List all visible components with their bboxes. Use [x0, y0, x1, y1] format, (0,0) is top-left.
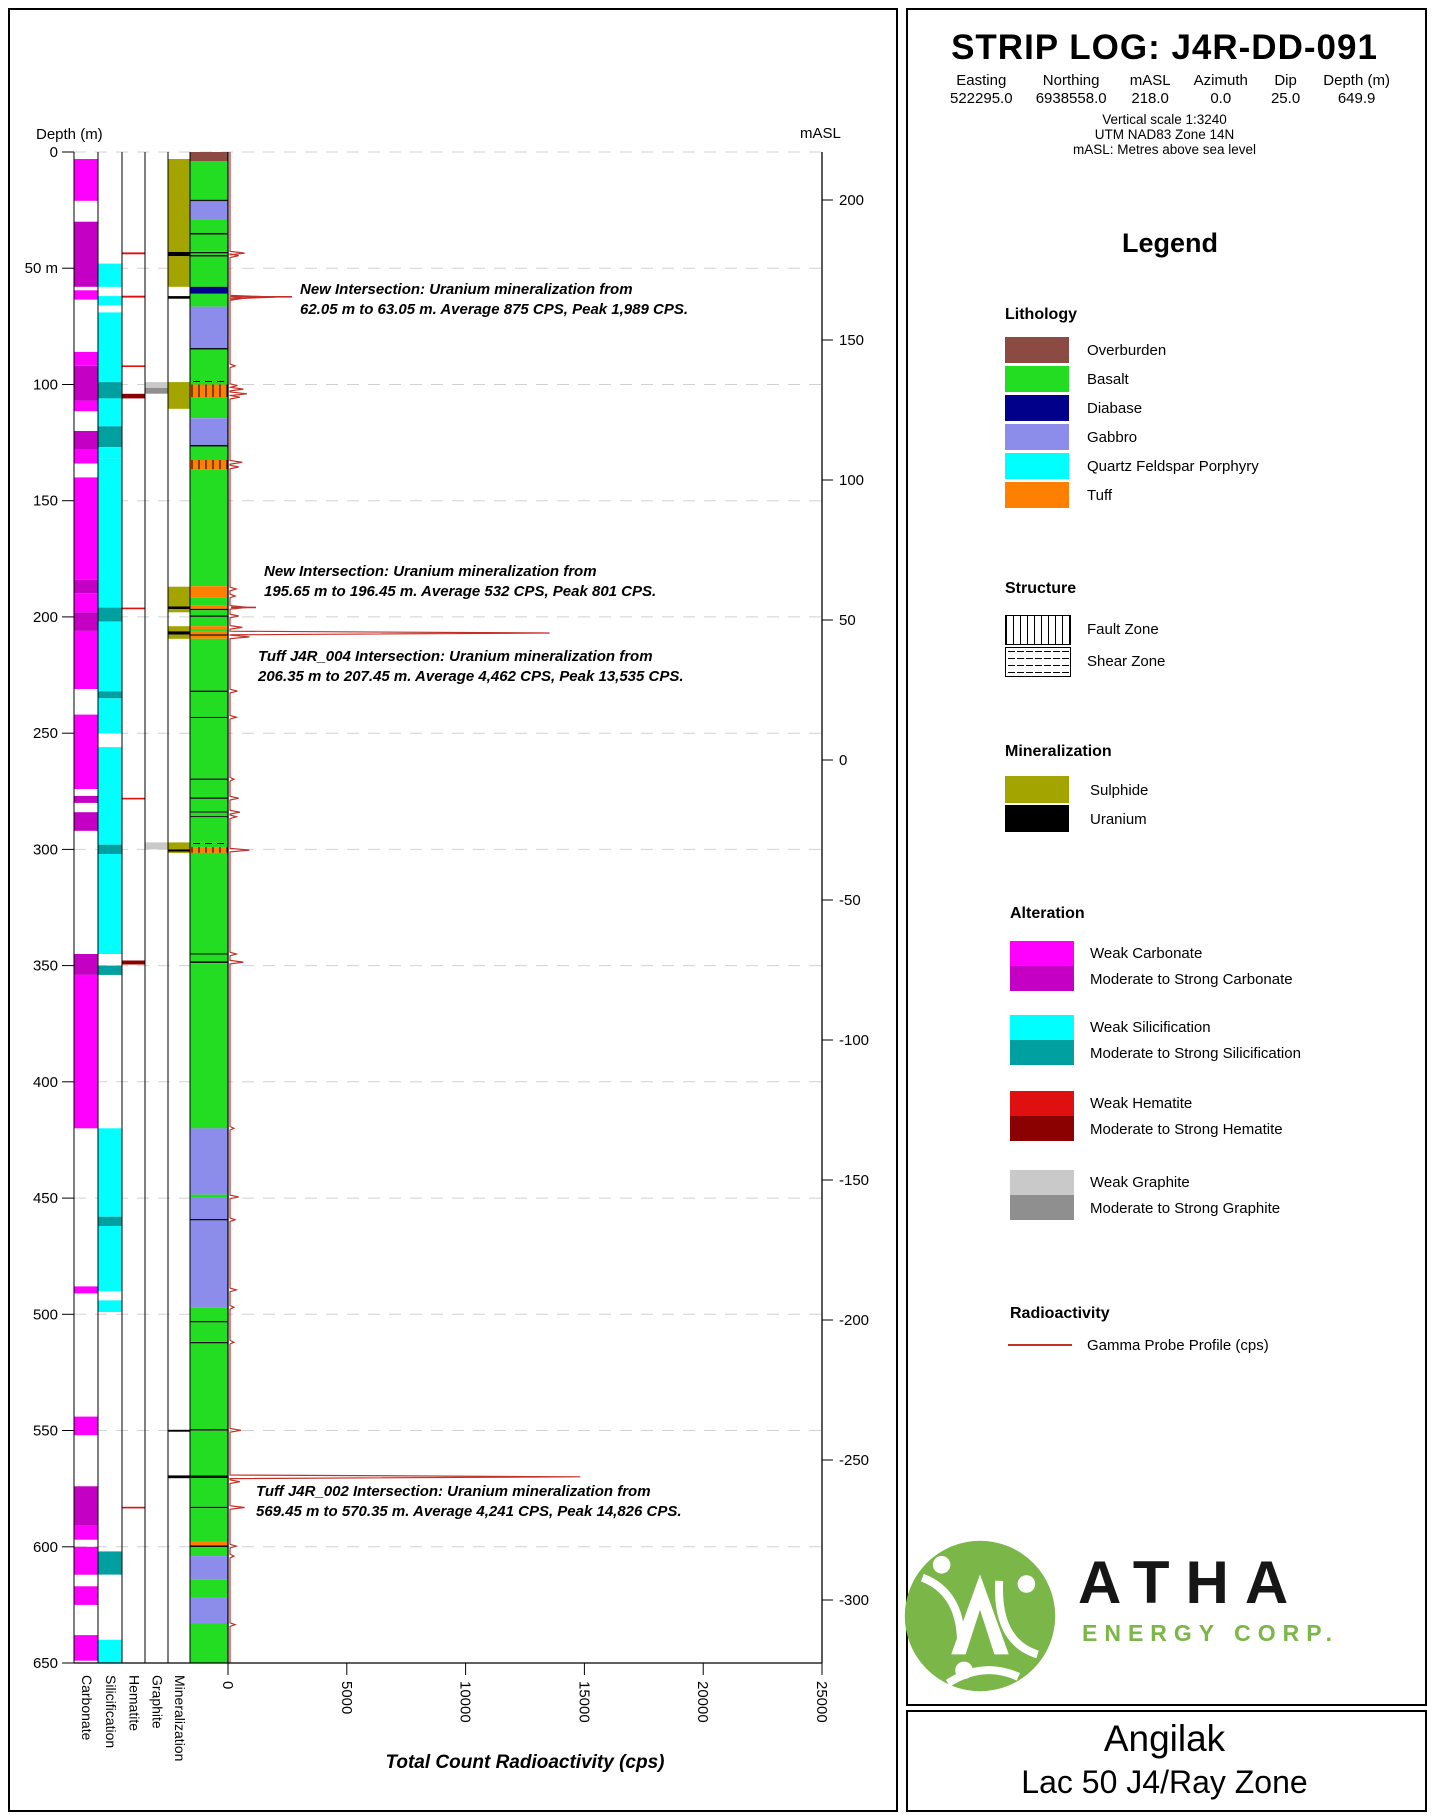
strip-column-label: Hematite: [126, 1675, 143, 1732]
radioactivity-tick-label: 10000: [456, 1681, 474, 1723]
annotation-line: 569.45 m to 570.35 m. Average 4,241 CPS, Peak 14,826 CPS.: [256, 1503, 682, 1520]
sulphide-label: Sulphide: [1090, 782, 1149, 799]
info-northing: Northing 6938558.0: [1035, 72, 1107, 107]
intersection-annotation-3: [258, 647, 684, 687]
zone-name: Lac 50 J4/Ray Zone: [1021, 1764, 1308, 1800]
project-name: Angilak: [1103, 1718, 1226, 1759]
info-dip: Dip 25.0: [1270, 72, 1301, 107]
legend-lithology-heading: Lithology: [1005, 306, 1077, 323]
legend-alteration-heading: Alteration: [1010, 905, 1085, 922]
depth-tick-label: 300: [32, 841, 58, 859]
strong-hematite-swatch: [1010, 1116, 1074, 1141]
hole-info-table: [950, 72, 1390, 108]
depth-tick-label: 650: [32, 1655, 58, 1672]
masl-tick-label: -250: [839, 1452, 870, 1469]
weak-carbonate-label: Weak Carbonate: [1090, 945, 1203, 962]
depth-tick-label: 600: [32, 1538, 58, 1556]
strong-hematite-label: Moderate to Strong Hematite: [1090, 1121, 1283, 1138]
depth-tick-label: 100: [32, 376, 58, 394]
sulphide-swatch: [1005, 776, 1069, 803]
strong-silicification-label: Moderate to Strong Silicification: [1090, 1045, 1301, 1062]
qfp-label: Quartz Feldspar Porphyry: [1087, 458, 1259, 475]
annotation-line: 62.05 m to 63.05 m. Average 875 CPS, Peak 1,989 CPS.: [300, 301, 689, 318]
qfp-swatch: [1005, 453, 1069, 479]
annotation-line: 195.65 m to 196.45 m. Average 532 CPS, Peak 801 CPS.: [264, 583, 657, 600]
tuff-label: Tuff: [1087, 487, 1113, 504]
basalt-label: Basalt: [1087, 371, 1129, 388]
intersection-annotation-1: [300, 280, 688, 320]
depth-tick-label: 500: [32, 1306, 58, 1324]
gabbro-swatch: [1005, 424, 1069, 450]
masl-tick-label: -100: [839, 1032, 870, 1049]
depth-tick-label: 50 m: [24, 260, 58, 278]
intersection-annotation-2: [264, 562, 656, 602]
strong-silicification-swatch: [1010, 1040, 1074, 1065]
masl-note: mASL: Metres above sea level: [1072, 142, 1257, 157]
shear-zone-swatch: [1005, 647, 1071, 677]
gamma-line-sample: [1008, 1344, 1072, 1346]
strong-graphite-label: Moderate to Strong Graphite: [1090, 1200, 1281, 1217]
info-depth: Depth (m) 649.9: [1323, 72, 1390, 107]
depth-tick-label: 150: [32, 492, 58, 510]
masl-axis-title: mASL: [800, 125, 841, 142]
depth-tick-label: 450: [32, 1190, 58, 1208]
diabase-swatch: [1005, 395, 1069, 421]
diabase-label: Diabase: [1087, 400, 1143, 417]
strip-column-label: Carbonate: [79, 1675, 95, 1741]
radioactivity-tick-label: 20000: [694, 1681, 712, 1723]
annotation-line: Tuff J4R_002 Intersection: Uranium mineralization from: [256, 1483, 651, 1500]
intersection-annotation-4: [256, 1482, 682, 1522]
annotation-line: Tuff J4R_004 Intersection: Uranium mineralization from: [258, 648, 653, 665]
legend-title: Legend: [1121, 228, 1218, 258]
weak-silicification-swatch: [1010, 1015, 1074, 1040]
atha-logo-subtitle: ENERGY CORP.: [1082, 1620, 1339, 1646]
strip-column-label: Mineralization: [172, 1675, 188, 1762]
annotation-line: New Intersection: Uranium mineralization from: [264, 563, 597, 580]
shear-zone-label: Shear Zone: [1087, 653, 1166, 670]
legend-radioactivity-heading: Radioactivity: [1010, 1305, 1110, 1322]
masl-tick-label: 0: [839, 752, 848, 769]
depth-tick-label: 250: [32, 725, 58, 743]
legend-panel-frame: [906, 8, 1427, 1706]
fault-zone-label: Fault Zone: [1087, 621, 1159, 638]
overburden-label: Overburden: [1087, 342, 1167, 359]
datum-note: UTM NAD83 Zone 14N: [1094, 127, 1235, 142]
masl-tick-label: -200: [839, 1312, 870, 1329]
gabbro-label: Gabbro: [1087, 429, 1138, 446]
log-plot-frame: [8, 8, 898, 1812]
radioactivity-tick-label: 5000: [337, 1681, 355, 1715]
depth-tick-label: 350: [32, 957, 58, 975]
strip-column-label: Graphite: [149, 1675, 166, 1729]
atha-logo-wordmark: ATHA: [1078, 1549, 1305, 1616]
weak-carbonate-swatch: [1010, 941, 1074, 966]
strong-carbonate-swatch: [1010, 966, 1074, 991]
scale-note: Vertical scale 1:3240: [1102, 112, 1227, 127]
strong-graphite-swatch: [1010, 1195, 1074, 1220]
radioactivity-tick-label: 25000: [813, 1681, 830, 1723]
tuff-swatch: [1005, 482, 1069, 508]
depth-axis-title: Depth (m): [36, 126, 103, 143]
depth-tick-label: 550: [32, 1422, 58, 1440]
page-title: STRIP LOG: J4R-DD-091: [951, 28, 1378, 67]
radioactivity-axis-title: Total Count Radioactivity (cps): [385, 1752, 665, 1773]
weak-graphite-label: Weak Graphite: [1090, 1174, 1190, 1191]
radioactivity-tick-label: 15000: [575, 1681, 593, 1723]
masl-tick-label: -50: [839, 892, 861, 909]
radioactivity-tick-label: 0: [219, 1681, 236, 1690]
info-easting: Easting 522295.0: [950, 72, 1013, 107]
masl-tick-label: 50: [839, 612, 856, 629]
masl-tick-label: -300: [839, 1592, 870, 1609]
legend-mineralization-heading: Mineralization: [1005, 743, 1112, 760]
masl-tick-label: -150: [839, 1172, 870, 1189]
annotation-line: 206.35 m to 207.45 m. Average 4,462 CPS, Peak 13,535 CPS.: [258, 668, 684, 685]
weak-silicification-label: Weak Silicification: [1090, 1019, 1211, 1036]
masl-tick-label: 200: [839, 192, 865, 209]
basalt-swatch: [1005, 366, 1069, 392]
legend-structure-heading: Structure: [1005, 580, 1077, 597]
annotation-line: New Intersection: Uranium mineralization from: [300, 281, 633, 298]
depth-tick-label: 200: [32, 608, 58, 626]
masl-tick-label: 100: [839, 472, 865, 489]
uranium-swatch: [1005, 805, 1069, 832]
masl-tick-label: 150: [839, 332, 865, 349]
weak-graphite-swatch: [1010, 1170, 1074, 1195]
depth-tick-label: 0: [49, 144, 58, 161]
fault-zone-swatch: [1005, 615, 1071, 645]
info-azimuth: Azimuth 0.0: [1193, 72, 1248, 107]
weak-hematite-label: Weak Hematite: [1090, 1095, 1193, 1112]
strip-column-label: Silicification: [103, 1675, 119, 1749]
overburden-swatch: [1005, 337, 1069, 363]
weak-hematite-swatch: [1010, 1091, 1074, 1116]
strong-carbonate-label: Moderate to Strong Carbonate: [1090, 971, 1293, 988]
info-masl: mASL 218.0: [1129, 72, 1171, 107]
gamma-profile-label: Gamma Probe Profile (cps): [1087, 1337, 1269, 1354]
depth-tick-label: 400: [32, 1073, 58, 1091]
uranium-label: Uranium: [1090, 811, 1147, 828]
atha-logo-icon: [900, 1536, 1060, 1696]
